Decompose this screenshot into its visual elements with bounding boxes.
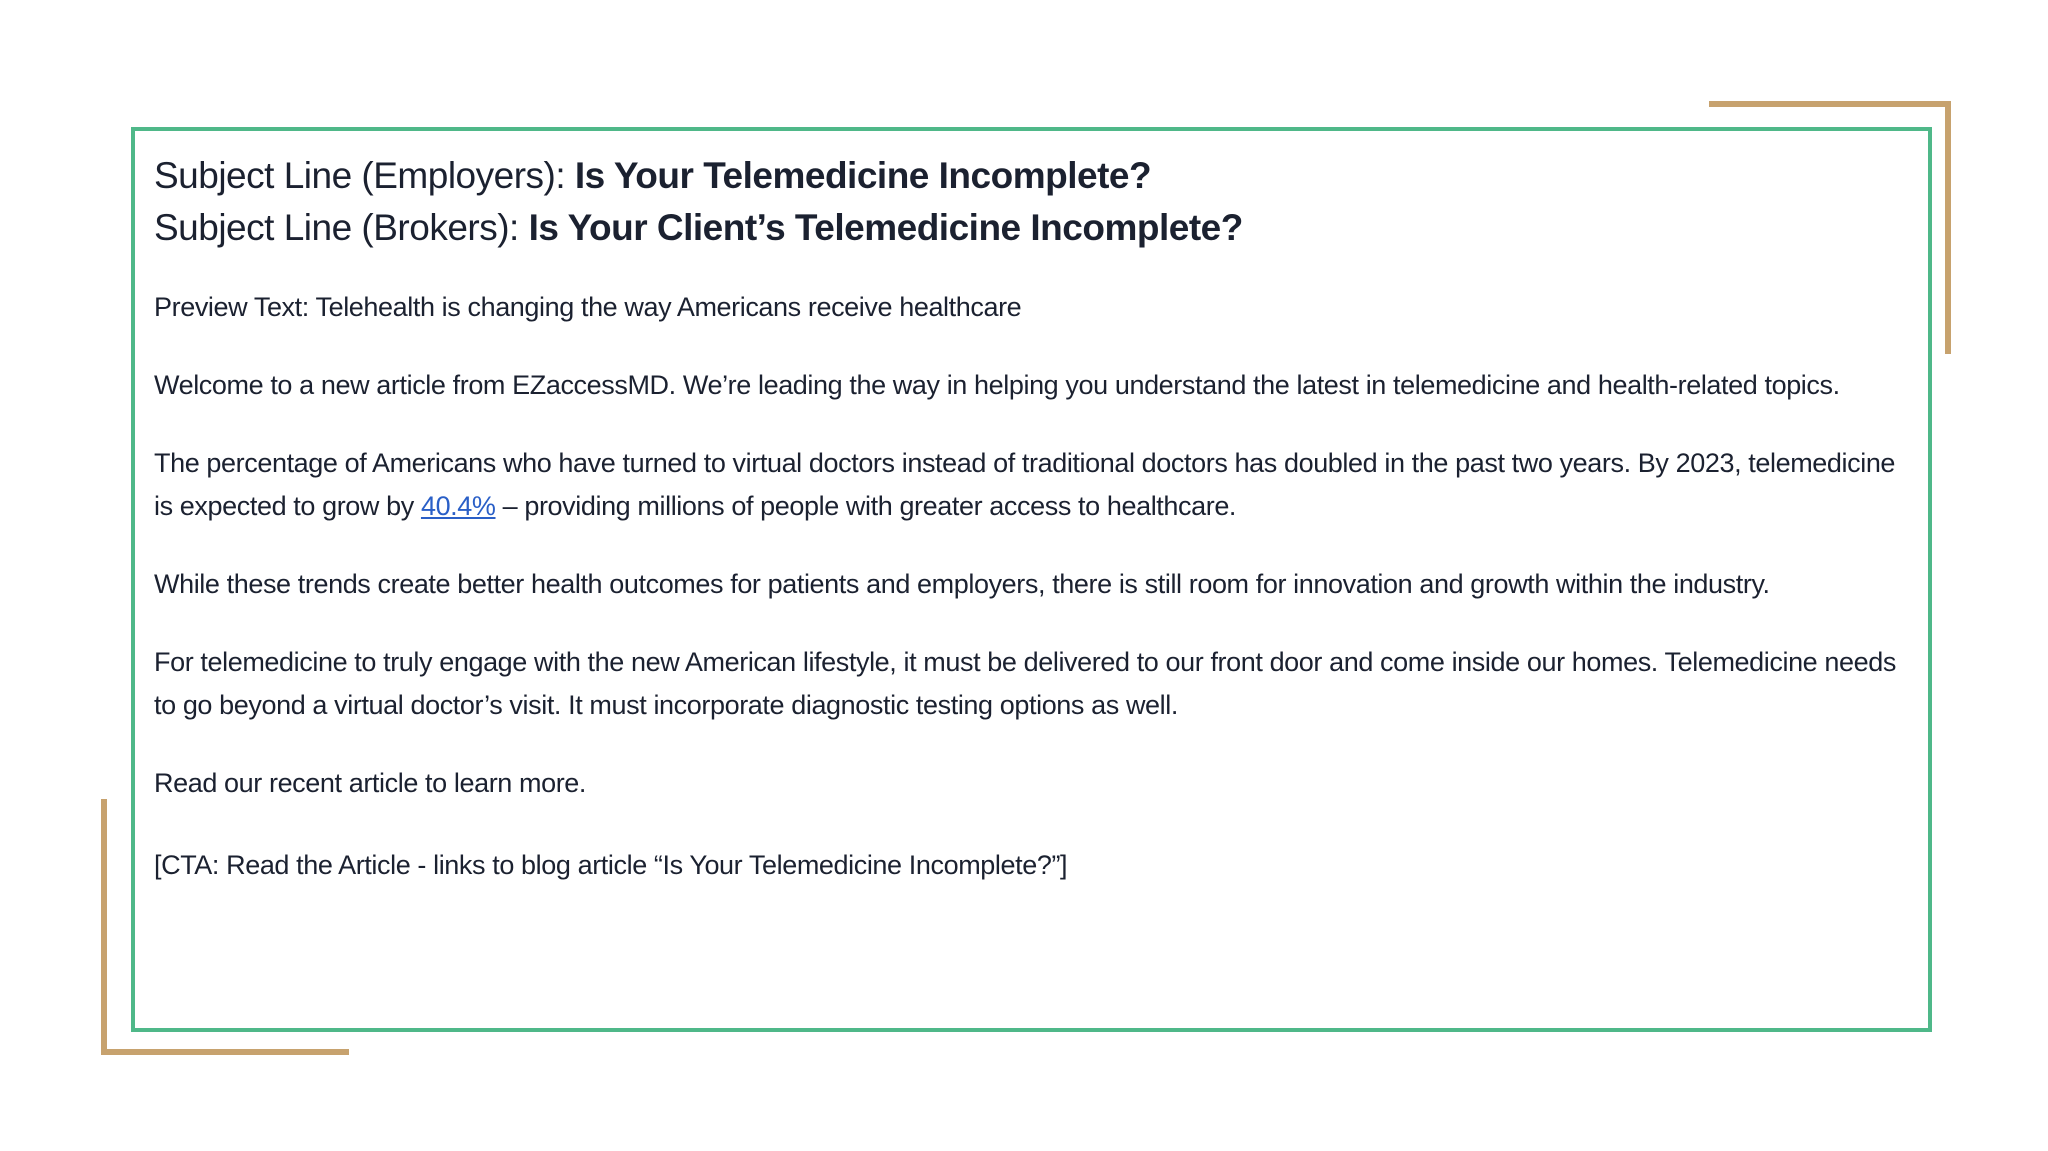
trends-paragraph: While these trends create better health outcomes for patients and employers, there is still room for innovation and growth within the industry. [154, 569, 1770, 599]
subject-label-employers: Subject Line (Employers): [154, 155, 575, 196]
subject-value-brokers: Is Your Client’s Telemedicine Incomplete? [528, 207, 1243, 248]
cta-paragraph: [CTA: Read the Article - links to blog article “Is Your Telemedicine Incomplete?”] [154, 850, 1068, 880]
welcome-paragraph: Welcome to a new article from EZaccessMD. We’re leading the way in helping you understand the latest in telemedicine and health-related topics. [154, 370, 1840, 400]
telemedicine-paragraph: For telemedicine to truly engage with the new American lifestyle, it must be delivered to our front door and come inside our homes. Telemedicine needs to go beyond a virtual doctor’s visit. It must incorporate diagnostic testing options as well. [154, 647, 1896, 720]
subject-value-employers: Is Your Telemedicine Incomplete? [574, 155, 1152, 196]
subject-line-brokers [154, 202, 1914, 254]
percentage-paragraph [154, 442, 1914, 528]
read-more-paragraph: Read our recent article to learn more. [154, 768, 587, 798]
subject-line-employers [154, 150, 1914, 202]
growth-percentage-link[interactable]: 40.4% [420, 491, 496, 521]
subject-label-brokers: Subject Line (Brokers): [154, 207, 529, 248]
percentage-text-before: The percentage of Americans who have turned to virtual doctors instead of traditional doctors has doubled in the past two years. By 2023, telemedicine is expected to grow by [154, 448, 1896, 521]
email-copy [154, 150, 1914, 887]
percentage-text-after: – providing millions of people with greater access to healthcare. [495, 491, 1237, 521]
preview-text: Preview Text: Telehealth is changing the way Americans receive healthcare [154, 292, 1022, 322]
